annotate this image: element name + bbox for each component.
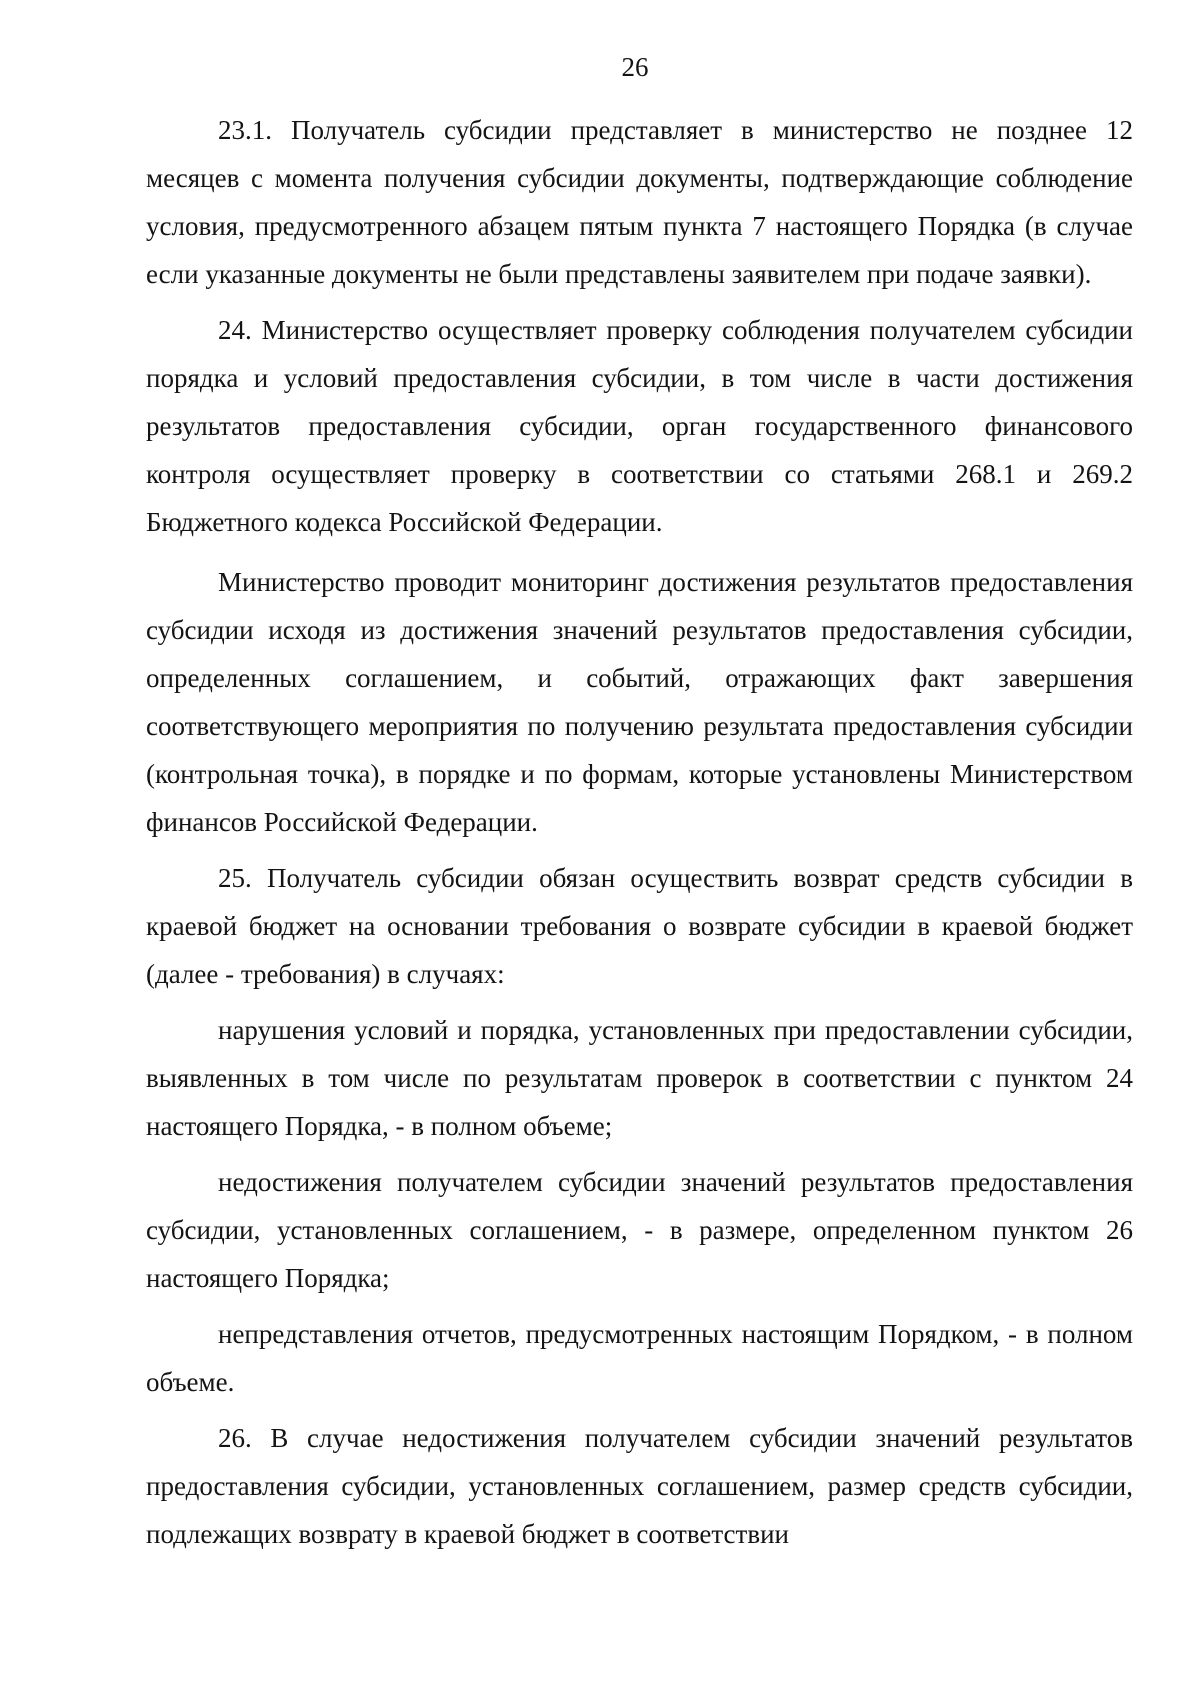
paragraph-26: 26. В случае недостижения получателем субсидии значений результатов предоставления субсидии, установленных соглашением, размер средств субсидии, подлежащих возврату в краевой бюджет в соответствии: [146, 1423, 1133, 1549]
paragraph-24: 24. Министерство осуществляет проверку соблюдения получателем субсидии порядка и условий предоставления субсидии, в том числе в части достижения результатов предоставления субсидии, орган государственного финансового контроля осуществляет проверку в соответствии со статьями 268.1 и 269.2 Бюджетного кодекса Российской Федерации.: [146, 315, 1133, 537]
paragraph-25: 25. Получатель субсидии обязан осуществить возврат средств субсидии в краевой бюджет на основании требования о возврате субсидии в краевой бюджет (далее - требования) в случаях:: [146, 863, 1133, 989]
paragraph-monitoring: Министерство проводит мониторинг достижения результатов предоставления субсидии исходя из достижения значений результатов предоставления субсидии, определенных соглашением, и событий, отражающих факт завершения соответствующего мероприятия по получению результата предоставления субсидии (контрольная точка), в порядке и по формам, которые установлены Министерством финансов Российской Федерации.: [146, 567, 1133, 837]
paragraph-case-violation: нарушения условий и порядка, установленных при предоставлении субсидии, выявленных в том числе по результатам проверок в соответствии с пунктом 24 настоящего Порядка, - в полном объеме;: [146, 1015, 1133, 1141]
document-body: [146, 106, 1133, 1558]
paragraph-23-1: 23.1. Получатель субсидии представляет в министерство не позднее 12 месяцев с момента получения субсидии документы, подтверждающие соблюдение условия, предусмотренного абзацем пятым пункта 7 настоящего Порядка (в случае если указанные документы не были представлены заявителем при подаче заявки).: [146, 115, 1133, 289]
page-number: 26: [621, 52, 649, 82]
paragraph-case-nonachievement: недостижения получателем субсидии значений результатов предоставления субсидии, установленных соглашением, - в размере, определенном пунктом 26 настоящего Порядка;: [146, 1167, 1133, 1293]
paragraph-case-no-reports: непредставления отчетов, предусмотренных настоящим Порядком, - в полном объеме.: [146, 1319, 1133, 1397]
